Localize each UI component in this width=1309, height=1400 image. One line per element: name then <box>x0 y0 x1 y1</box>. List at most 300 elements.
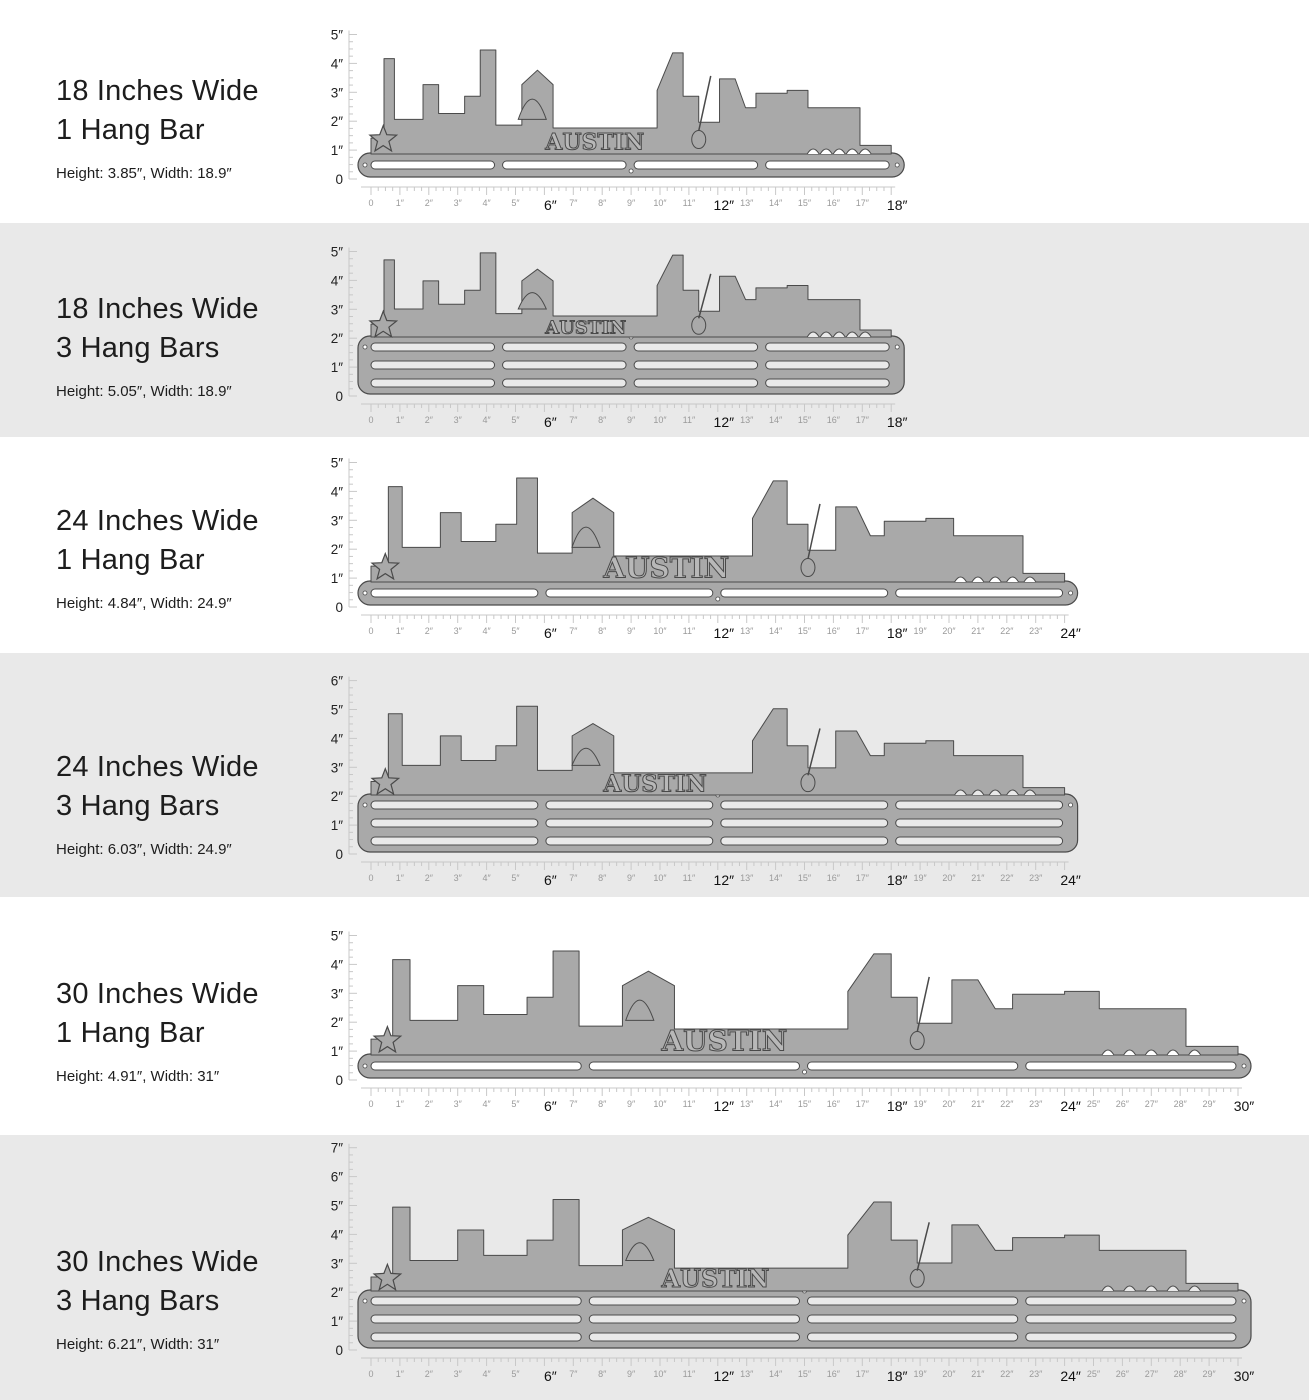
austin-lettering: AUSTIN <box>661 1264 770 1294</box>
variant-title-bars: 3 Hang Bars <box>56 332 220 364</box>
austin-skyline-icon <box>371 706 1065 797</box>
hang-slot <box>1026 1297 1236 1305</box>
variant-row <box>0 653 1309 897</box>
x-tick-label: 4″ <box>482 198 491 208</box>
hang-slot <box>808 1062 1018 1070</box>
x-tick-label: 1″ <box>395 1369 405 1379</box>
x-tick-label: 8″ <box>598 198 607 208</box>
mounting-hole <box>716 597 720 601</box>
y-tick-label: 0 <box>335 600 343 615</box>
x-tick-label: 17″ <box>855 1369 869 1379</box>
x-tick-label: 5″ <box>511 198 520 208</box>
x-tick-label: 17″ <box>855 626 869 636</box>
x-tick-label: 11″ <box>682 873 696 883</box>
x-tick-label: 3″ <box>453 873 462 883</box>
x-tick-label: 19″ <box>913 873 927 883</box>
y-tick-label: 7″ <box>330 1140 343 1156</box>
hang-slot <box>896 589 1063 597</box>
vertical-ruler <box>331 28 357 188</box>
hanger-diagram <box>0 653 1309 897</box>
x-tick-label: 5″ <box>511 626 520 636</box>
x-tick-label: 14″ <box>768 1369 783 1379</box>
x-major-tick-label: 18″ <box>886 872 908 888</box>
x-tick-label: 14″ <box>768 626 783 636</box>
x-tick-label: 8″ <box>598 1099 607 1109</box>
variant-row <box>0 1135 1309 1400</box>
y-tick-label: 4″ <box>330 484 343 500</box>
x-major-tick-label: 18″ <box>886 625 908 641</box>
x-tick-label: 17″ <box>855 415 869 425</box>
hang-slot <box>503 343 627 351</box>
x-major-tick-label: 24″ <box>1060 1098 1081 1114</box>
x-tick-label: 10″ <box>653 1369 667 1379</box>
guitar-icon <box>692 316 706 334</box>
vertical-ruler <box>331 1141 357 1358</box>
x-tick-label: 16″ <box>826 198 841 208</box>
x-tick-label: 0 <box>368 873 374 883</box>
variant-title-bars: 3 Hang Bars <box>56 1285 220 1317</box>
hang-slot <box>808 1333 1018 1341</box>
medal-hanger <box>358 706 1078 852</box>
x-tick-label: 11″ <box>682 626 696 636</box>
x-major-tick-label: 24″ <box>1060 1368 1081 1384</box>
y-tick-label: 2″ <box>330 789 343 805</box>
x-tick-label: 23″ <box>1029 1369 1043 1379</box>
mounting-hole <box>363 803 367 807</box>
mounting-hole <box>1069 591 1073 595</box>
x-major-tick-label: 18″ <box>886 414 908 430</box>
x-major-tick-label: 12″ <box>713 414 735 430</box>
variant-title-width: 18 Inches Wide <box>56 75 259 107</box>
medal-hanger <box>358 478 1078 605</box>
x-tick-label: 14″ <box>768 873 783 883</box>
x-tick-label: 11″ <box>682 1099 696 1109</box>
y-tick-label: 0 <box>335 389 343 404</box>
hang-slot <box>371 361 495 369</box>
hang-slot <box>1026 1315 1236 1323</box>
x-tick-label: 3″ <box>453 626 462 636</box>
x-major-tick-label: 12″ <box>713 872 735 888</box>
variant-row <box>0 897 1309 1135</box>
x-tick-label: 4″ <box>482 1369 491 1379</box>
y-tick-label: 4″ <box>330 957 343 973</box>
hang-slot <box>766 379 890 387</box>
x-major-tick-label: 18″ <box>886 1098 908 1114</box>
x-tick-label: 1″ <box>395 1099 405 1109</box>
hang-slot <box>589 1315 799 1323</box>
x-tick-label: 17″ <box>855 1099 869 1109</box>
variant-title-width: 30 Inches Wide <box>56 1246 259 1278</box>
y-tick-label: 5″ <box>330 455 343 471</box>
mounting-hole <box>363 163 367 167</box>
x-tick-label: 23″ <box>1029 873 1043 883</box>
medal-hanger <box>358 253 904 394</box>
x-tick-label: 11″ <box>682 1369 696 1379</box>
y-tick-label: 1″ <box>330 1314 343 1330</box>
x-tick-label: 0 <box>368 1369 374 1379</box>
x-tick-label: 9″ <box>626 873 636 883</box>
hang-slot <box>546 819 713 827</box>
mounting-hole <box>363 345 367 349</box>
hang-slot <box>589 1062 799 1070</box>
y-tick-label: 2″ <box>330 114 343 130</box>
x-tick-label: 0 <box>368 415 374 425</box>
x-major-tick-label: 12″ <box>713 625 735 641</box>
y-tick-label: 2″ <box>330 331 343 347</box>
hang-slot <box>1026 1062 1236 1070</box>
x-tick-label: 1″ <box>395 626 405 636</box>
variant-dimensions: Height: 4.91″, Width: 31″ <box>56 1068 220 1085</box>
guitar-icon <box>910 1269 924 1287</box>
x-tick-label: 4″ <box>482 873 491 883</box>
x-tick-label: 2″ <box>424 1099 433 1109</box>
x-tick-label: 29″ <box>1202 1099 1216 1109</box>
horizontal-ruler <box>361 615 1081 641</box>
x-major-tick-label: 6″ <box>544 1098 557 1114</box>
variant-dimensions: Height: 6.03″, Width: 24.9″ <box>56 841 232 858</box>
x-tick-label: 5″ <box>511 1369 520 1379</box>
x-tick-label: 10″ <box>653 626 667 636</box>
x-major-tick-label: 6″ <box>544 197 557 213</box>
variant-title-width: 24 Inches Wide <box>56 751 259 783</box>
mounting-hole <box>363 591 367 595</box>
y-tick-label: 6″ <box>330 673 343 689</box>
x-tick-label: 13″ <box>740 415 754 425</box>
austin-lettering: AUSTIN <box>603 770 707 798</box>
mounting-hole <box>629 169 633 173</box>
x-tick-label: 2″ <box>424 198 433 208</box>
hang-slot <box>766 161 890 169</box>
x-tick-label: 27″ <box>1144 1369 1158 1379</box>
x-tick-label: 20″ <box>942 873 956 883</box>
x-tick-label: 9″ <box>626 1099 636 1109</box>
x-tick-label: 16″ <box>826 626 841 636</box>
austin-lettering: AUSTIN <box>545 129 645 156</box>
x-tick-label: 3″ <box>453 198 462 208</box>
x-tick-label: 14″ <box>768 415 783 425</box>
x-tick-label: 16″ <box>826 1099 841 1109</box>
x-tick-label: 10″ <box>653 1099 667 1109</box>
austin-lettering: AUSTIN <box>661 1024 788 1058</box>
x-tick-label: 7″ <box>569 1369 578 1379</box>
x-tick-label: 15″ <box>797 626 812 636</box>
mounting-hole <box>363 1299 367 1303</box>
x-tick-label: 7″ <box>569 415 578 425</box>
x-tick-label: 15″ <box>797 1099 812 1109</box>
x-tick-label: 7″ <box>569 1099 578 1109</box>
x-tick-label: 3″ <box>453 1099 462 1109</box>
x-tick-label: 7″ <box>569 873 578 883</box>
x-tick-label: 5″ <box>511 415 520 425</box>
hang-slot <box>896 801 1063 809</box>
y-tick-label: 0 <box>335 1343 343 1358</box>
guitar-icon <box>692 131 706 149</box>
x-tick-label: 15″ <box>797 198 812 208</box>
x-tick-label: 1″ <box>395 873 405 883</box>
hanger-diagram <box>0 223 1309 437</box>
x-tick-label: 15″ <box>797 1369 812 1379</box>
austin-skyline-icon <box>371 1199 1238 1293</box>
x-tick-label: 5″ <box>511 1099 520 1109</box>
x-tick-label: 20″ <box>942 1099 956 1109</box>
x-major-tick-label: 18″ <box>886 1368 908 1384</box>
x-major-tick-label: 30″ <box>1233 1098 1255 1114</box>
y-tick-label: 3″ <box>330 760 343 776</box>
x-tick-label: 17″ <box>855 873 869 883</box>
hang-slot <box>808 1315 1018 1323</box>
x-tick-label: 13″ <box>740 873 754 883</box>
austin-skyline-icon <box>371 478 1065 585</box>
y-tick-label: 3″ <box>330 986 343 1002</box>
hanger-diagram <box>0 0 1309 223</box>
hang-slot <box>371 161 495 169</box>
x-tick-label: 1″ <box>395 415 405 425</box>
x-tick-label: 17″ <box>855 198 869 208</box>
medal-hanger <box>358 50 904 177</box>
mounting-hole <box>1242 1064 1246 1068</box>
x-tick-label: 5″ <box>511 873 520 883</box>
y-tick-label: 0 <box>335 847 343 862</box>
austin-lettering: AUSTIN <box>545 317 627 339</box>
x-major-tick-label: 6″ <box>544 872 557 888</box>
y-tick-label: 4″ <box>330 731 343 747</box>
x-tick-label: 3″ <box>453 415 462 425</box>
vertical-ruler <box>331 674 357 862</box>
hanger-diagram <box>0 437 1309 653</box>
hang-slot <box>808 1297 1018 1305</box>
hang-slot <box>896 819 1063 827</box>
x-tick-label: 4″ <box>482 1099 491 1109</box>
y-tick-label: 1″ <box>330 571 343 587</box>
variant-title-bars: 1 Hang Bar <box>56 544 205 576</box>
y-tick-label: 2″ <box>330 1015 343 1031</box>
x-tick-label: 19″ <box>913 1099 927 1109</box>
hang-slot <box>371 1333 581 1341</box>
hang-slot <box>721 819 888 827</box>
x-tick-label: 19″ <box>913 626 927 636</box>
x-tick-label: 16″ <box>826 1369 841 1379</box>
hanger-diagram <box>0 1135 1309 1400</box>
y-tick-label: 0 <box>335 172 343 187</box>
x-tick-label: 2″ <box>424 873 433 883</box>
x-tick-label: 2″ <box>424 415 433 425</box>
vertical-ruler <box>331 456 357 616</box>
variant-title-bars: 3 Hang Bars <box>56 790 220 822</box>
y-tick-label: 5″ <box>330 27 343 43</box>
x-major-tick-label: 18″ <box>886 197 908 213</box>
y-tick-label: 5″ <box>330 928 343 944</box>
x-major-tick-label: 12″ <box>713 197 735 213</box>
variant-title-width: 18 Inches Wide <box>56 293 259 325</box>
hanger-diagram <box>0 897 1309 1135</box>
y-tick-label: 5″ <box>330 244 343 260</box>
y-tick-label: 1″ <box>330 360 343 376</box>
x-tick-label: 14″ <box>768 1099 783 1109</box>
x-major-tick-label: 30″ <box>1233 1368 1255 1384</box>
y-tick-label: 2″ <box>330 542 343 558</box>
x-tick-label: 0 <box>368 626 374 636</box>
hang-slot <box>589 1333 799 1341</box>
x-tick-label: 14″ <box>768 198 783 208</box>
medal-hanger <box>358 1199 1251 1348</box>
variant-row <box>0 437 1309 653</box>
hang-slot <box>546 589 713 597</box>
horizontal-ruler <box>361 187 908 213</box>
x-tick-label: 28″ <box>1173 1099 1187 1109</box>
austin-skyline-icon <box>370 253 891 339</box>
x-major-tick-label: 6″ <box>544 414 557 430</box>
mounting-hole <box>363 1064 367 1068</box>
x-tick-label: 4″ <box>482 626 491 636</box>
x-tick-label: 15″ <box>797 415 812 425</box>
y-tick-label: 3″ <box>330 85 343 101</box>
x-tick-label: 13″ <box>740 1369 754 1379</box>
hang-slot <box>371 801 538 809</box>
vertical-ruler <box>331 929 357 1089</box>
guitar-icon <box>801 774 815 792</box>
hang-slot <box>371 819 538 827</box>
variant-dimensions: Height: 4.84″, Width: 24.9″ <box>56 595 232 612</box>
x-tick-label: 8″ <box>598 1369 607 1379</box>
hang-slot <box>896 837 1063 845</box>
mounting-hole <box>1069 803 1073 807</box>
x-tick-label: 21″ <box>971 626 985 636</box>
x-tick-label: 25″ <box>1086 1099 1101 1109</box>
hang-slot <box>371 1062 581 1070</box>
y-tick-label: 3″ <box>330 513 343 529</box>
horizontal-ruler <box>361 404 908 430</box>
austin-lettering: AUSTIN <box>603 551 730 585</box>
guitar-icon <box>801 559 815 577</box>
x-tick-label: 16″ <box>826 415 841 425</box>
austin-skyline-icon <box>370 50 891 156</box>
hang-slot <box>503 161 627 169</box>
horizontal-ruler <box>361 1088 1254 1114</box>
hang-slot <box>589 1297 799 1305</box>
x-tick-label: 9″ <box>626 626 636 636</box>
guitar-icon <box>910 1032 924 1050</box>
x-major-tick-label: 24″ <box>1060 872 1081 888</box>
x-tick-label: 23″ <box>1029 1099 1043 1109</box>
hang-slot <box>503 361 627 369</box>
variant-dimensions: Height: 3.85″, Width: 18.9″ <box>56 165 232 182</box>
x-tick-label: 20″ <box>942 1369 956 1379</box>
hang-slot <box>634 343 758 351</box>
x-tick-label: 22″ <box>1000 626 1014 636</box>
mounting-hole <box>803 1070 807 1074</box>
x-major-tick-label: 12″ <box>713 1098 735 1114</box>
hang-slot <box>371 837 538 845</box>
x-tick-label: 9″ <box>626 198 636 208</box>
x-tick-label: 7″ <box>569 626 578 636</box>
y-tick-label: 5″ <box>330 1198 343 1214</box>
x-tick-label: 7″ <box>569 198 578 208</box>
x-tick-label: 2″ <box>424 626 433 636</box>
x-tick-label: 28″ <box>1173 1369 1187 1379</box>
variant-title-width: 30 Inches Wide <box>56 978 259 1010</box>
austin-skyline-icon <box>371 951 1238 1058</box>
x-tick-label: 29″ <box>1202 1369 1216 1379</box>
hang-slot <box>766 343 890 351</box>
horizontal-ruler <box>361 862 1081 888</box>
y-tick-label: 1″ <box>330 1044 343 1060</box>
hang-slot <box>371 1297 581 1305</box>
hang-slot <box>371 1315 581 1323</box>
x-tick-label: 19″ <box>913 1369 927 1379</box>
x-tick-label: 21″ <box>971 1369 985 1379</box>
x-tick-label: 2″ <box>424 1369 433 1379</box>
hang-slot <box>1026 1333 1236 1341</box>
x-tick-label: 21″ <box>971 873 985 883</box>
x-tick-label: 26″ <box>1115 1099 1130 1109</box>
vertical-ruler <box>331 245 357 405</box>
x-tick-label: 21″ <box>971 1099 985 1109</box>
x-tick-label: 13″ <box>740 626 754 636</box>
y-tick-label: 4″ <box>330 273 343 289</box>
y-tick-label: 5″ <box>330 702 343 718</box>
hang-slot <box>634 161 758 169</box>
x-tick-label: 9″ <box>626 1369 636 1379</box>
x-tick-label: 11″ <box>682 198 696 208</box>
x-tick-label: 9″ <box>626 415 636 425</box>
x-tick-label: 13″ <box>740 198 754 208</box>
medal-hanger <box>358 951 1251 1078</box>
y-tick-label: 0 <box>335 1073 343 1088</box>
variant-title-width: 24 Inches Wide <box>56 505 259 537</box>
horizontal-ruler <box>361 1358 1254 1384</box>
x-tick-label: 27″ <box>1144 1099 1158 1109</box>
y-tick-label: 3″ <box>330 1256 343 1272</box>
x-tick-label: 1″ <box>395 198 405 208</box>
y-tick-label: 3″ <box>330 302 343 318</box>
x-tick-label: 8″ <box>598 626 607 636</box>
y-tick-label: 4″ <box>330 1227 343 1243</box>
mounting-hole <box>895 163 899 167</box>
x-tick-label: 16″ <box>826 873 841 883</box>
variant-row <box>0 0 1309 223</box>
x-tick-label: 0 <box>368 198 374 208</box>
hang-slot <box>721 589 888 597</box>
hang-slot <box>371 379 495 387</box>
x-tick-label: 4″ <box>482 415 491 425</box>
x-tick-label: 22″ <box>1000 1369 1014 1379</box>
y-tick-label: 4″ <box>330 56 343 72</box>
x-tick-label: 3″ <box>453 1369 462 1379</box>
hang-slot <box>721 837 888 845</box>
x-tick-label: 0 <box>368 1099 374 1109</box>
x-tick-label: 20″ <box>942 626 956 636</box>
hang-slot <box>503 379 627 387</box>
x-tick-label: 8″ <box>598 873 607 883</box>
mounting-hole <box>1242 1299 1246 1303</box>
x-major-tick-label: 6″ <box>544 1368 557 1384</box>
variant-dimensions: Height: 5.05″, Width: 18.9″ <box>56 383 232 400</box>
hang-slot <box>371 589 538 597</box>
x-tick-label: 11″ <box>682 415 696 425</box>
x-major-tick-label: 12″ <box>713 1368 735 1384</box>
x-major-tick-label: 24″ <box>1060 625 1081 641</box>
x-tick-label: 10″ <box>653 198 667 208</box>
variant-row <box>0 223 1309 437</box>
x-major-tick-label: 6″ <box>544 625 557 641</box>
x-tick-label: 15″ <box>797 873 812 883</box>
hang-slot <box>634 361 758 369</box>
y-tick-label: 1″ <box>330 818 343 834</box>
x-tick-label: 25″ <box>1086 1369 1101 1379</box>
hang-slot <box>546 801 713 809</box>
x-tick-label: 22″ <box>1000 1099 1014 1109</box>
hang-slot <box>766 361 890 369</box>
